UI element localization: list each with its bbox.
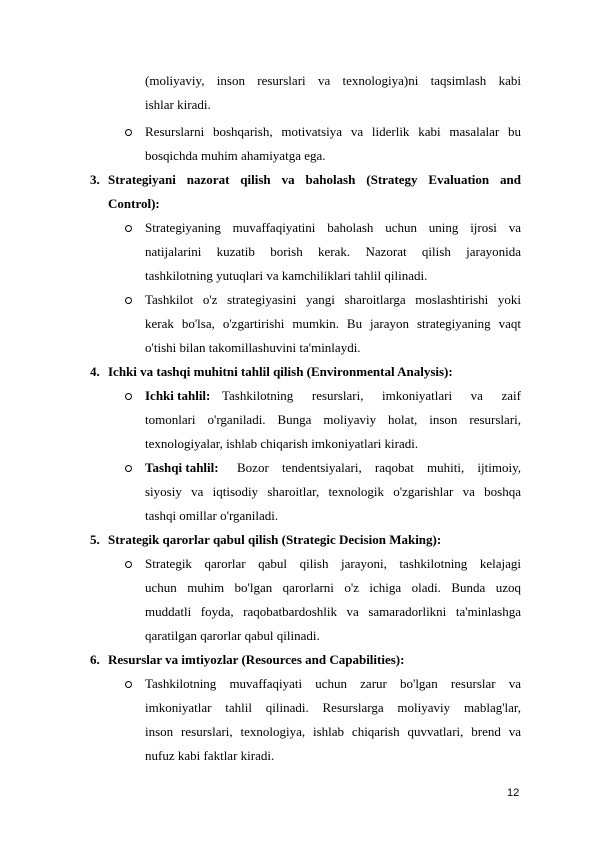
section-heading: Strategik qarorlar qabul qilish (Strategic Decision Making): bbox=[108, 532, 442, 547]
bullet-text-line: Strategik qarorlar qabul qilish jarayoni, tashkilotning kelajagi bbox=[145, 556, 521, 571]
bullet-text-line: Bozor tendentsiyalari, raqobat muhiti, ijtimoiy, bbox=[237, 460, 521, 475]
bullet-text-line: tashkilotning yutuqlari va kamchiliklari tahlil qilinadi. bbox=[145, 268, 428, 283]
bullet-text-line: tashqi omillar o'rganiladi. bbox=[145, 508, 279, 523]
continuation-line: (moliyaviy, inson resurslari va texnologiya)ni taqsimlash kabi bbox=[145, 73, 521, 88]
bullet-text-line: siyosiy va iqtisodiy sharoitlar, texnologik o'zgarishlar va boshqa bbox=[145, 484, 521, 499]
bullet-circle-icon bbox=[125, 129, 132, 136]
section-heading: Strategiyani nazorat qilish va baholash (Strategy Evaluation and bbox=[108, 172, 521, 187]
bullet-text-line: texnologiyalar, ishlab chiqarish imkoniyatlari kiradi. bbox=[145, 436, 419, 451]
bullet-circle-icon bbox=[125, 465, 132, 472]
bullet-text-line: Tashkilot o'z strategiyasini yangi sharoitlarga moslashtirishi yoki bbox=[145, 292, 521, 307]
section-number: 5. bbox=[90, 532, 100, 547]
bullet-text-line: Tashkilotning resurslari, imkoniyatlari va zaif bbox=[222, 388, 521, 403]
bullet-text-line: kerak bo'lsa, o'zgartirishi mumkin. Bu jarayon strategiyaning vaqt bbox=[145, 316, 521, 331]
section-heading: Ichki va tashqi muhitni tahlil qilish (Environmental Analysis): bbox=[108, 364, 453, 379]
bullet-text-line: nufuz kabi faktlar kiradi. bbox=[145, 748, 275, 763]
bullet-lead bbox=[145, 460, 219, 476]
bullet-circle-icon bbox=[125, 561, 132, 568]
bullet-circle-icon bbox=[125, 225, 132, 232]
section-heading: Control): bbox=[108, 196, 160, 211]
section-number: 4. bbox=[90, 364, 100, 379]
bullet-text-line: muddatli foyda, raqobatbardoshlik va samaradorlikni ta'minlashga bbox=[145, 604, 521, 619]
bullet-circle-icon bbox=[125, 297, 132, 304]
continuation-line: ishlar kiradi. bbox=[145, 97, 211, 112]
bullet-text-line: bosqichda muhim ahamiyatga ega. bbox=[145, 148, 326, 163]
bullet-lead bbox=[145, 388, 210, 404]
section-number: 6. bbox=[90, 652, 100, 667]
bullet-text-line: tomonlari o'rganiladi. Bunga moliyaviy holat, inson resurslari, bbox=[145, 412, 521, 427]
bullet-text-line: Resurslarni boshqarish, motivatsiya va liderlik kabi masalalar bu bbox=[145, 124, 521, 139]
section-number: 3. bbox=[90, 172, 100, 187]
bullet-lead-label: Tashqi tahlil: bbox=[145, 460, 219, 475]
bullet-text-line: natijalarini kuzatib borish kerak. Nazorat qilish jarayonida bbox=[145, 244, 521, 259]
bullet-lead-label: Ichki tahlil: bbox=[145, 388, 211, 403]
bullet-text-line: o'tishi bilan takomillashuvini ta'minlaydi. bbox=[145, 340, 361, 355]
bullet-text-line: imkoniyatlar tahlil qilinadi. Resurslarga moliyaviy mablag'lar, bbox=[145, 700, 521, 715]
bullet-circle-icon bbox=[125, 393, 132, 400]
bullet-circle-icon bbox=[125, 681, 132, 688]
section-heading: Resurslar va imtiyozlar (Resources and Capabilities): bbox=[108, 652, 405, 667]
page-number: 12 bbox=[507, 787, 520, 799]
bullet-text-line: qaratilgan qarorlar qabul qilinadi. bbox=[145, 628, 320, 643]
bullet-text-line: Strategiyaning muvaffaqiyatini baholash uchun uning ijrosi va bbox=[145, 220, 521, 235]
bullet-text-line: inson resurslari, texnologiya, ishlab chiqarish quvvatlari, brend va bbox=[145, 724, 521, 739]
bullet-text-line: Tashkilotning muvaffaqiyati uchun zarur bo'lgan resurslar va bbox=[145, 676, 521, 691]
bullet-text-line: uchun muhim bo'lgan qarorlarni o'z ichiga oladi. Bunda uzoq bbox=[145, 580, 521, 595]
